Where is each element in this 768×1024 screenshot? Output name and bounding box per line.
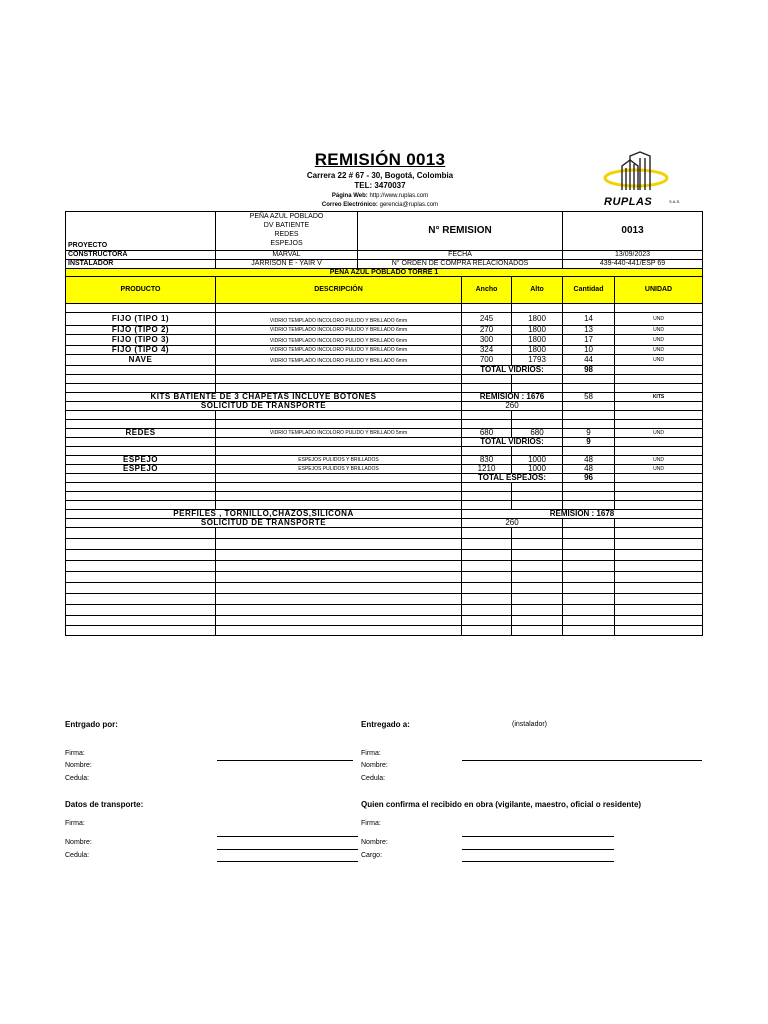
instalador-row <box>66 260 703 269</box>
constructora-label: CONSTRUCTORA <box>66 251 216 260</box>
table-row: ESPEJO ESPEJOS PULIDOS Y BRILLADOS 830 1000 48 UND <box>66 456 703 465</box>
spacer-row <box>66 411 703 420</box>
spacer-row <box>66 304 703 313</box>
total-espejos-value: 96 <box>563 474 615 483</box>
kits-product: KITS BATIENTE DE 3 CHAPETAS INCLUYE BOTONES <box>66 393 462 402</box>
kits-row <box>66 393 703 402</box>
spacer-row <box>66 492 703 501</box>
kits-remision: REMISION : 1676 <box>462 393 563 402</box>
table-row: FIJO (TIPO 1) VIDRIO TEMPLADO INCOLORO PULIDO Y BRILLADO 6mm 245 1800 14 UND <box>66 313 703 326</box>
company-phone: TEL: 3470037 <box>354 181 406 190</box>
table-row: ESPEJO ESPEJOS PULIDOS Y BRILLADOS 1210 1000 48 UND <box>66 465 703 474</box>
firma-label: Firma: <box>65 820 85 827</box>
spacer-row <box>66 550 703 561</box>
document-title: REMISIÓN 0013 <box>314 150 446 169</box>
signature-line[interactable] <box>217 861 358 862</box>
perfiles-remision: REMISION : 1678 <box>462 510 703 519</box>
spacer-row <box>66 616 703 626</box>
spacer-row <box>66 594 703 605</box>
signature-line[interactable] <box>462 849 614 850</box>
spacer-row <box>66 572 703 583</box>
table-row: REDES VIDRIO TEMPLADO INCOLORO PULIDO Y BRILLADO 5mm 680 680 9 UND <box>66 429 703 438</box>
instalador-note: (instalador) <box>512 721 548 728</box>
spacer-row <box>66 375 703 384</box>
instalador-label: INSTALADOR <box>66 260 216 269</box>
solicitud-row <box>66 402 703 411</box>
nombre-label: Nombre: <box>361 762 388 769</box>
company-website: Página Web: http://www.ruplas.com <box>331 193 429 199</box>
logo-suffix: S.A.S. <box>669 199 681 204</box>
total-redes-row <box>66 438 703 447</box>
signature-line[interactable] <box>462 836 614 837</box>
spacer-row <box>66 583 703 594</box>
project-lines: PEÑA AZUL POBLADO DV BATIENTE REDES ESPEJOS <box>216 212 358 251</box>
solicitud-value-2: 260 <box>462 519 563 528</box>
total-redes-value: 9 <box>563 438 615 447</box>
spacer-row <box>66 626 703 636</box>
signature-line[interactable] <box>217 849 358 850</box>
kits-unit: KITS <box>615 393 703 402</box>
firma-label: Firma: <box>361 750 381 757</box>
table-row: FIJO (TIPO 4) VIDRIO TEMPLADO INCOLORO PULIDO Y BRILLADO 6mm 324 1800 10 UND <box>66 346 703 355</box>
orden-label: N° ORDEN DE COMPRA RELACIONADOS <box>358 260 563 269</box>
confirma-label: Quien confirma el recibido en obra (vigilante, maestro, oficial o residente) <box>361 800 642 809</box>
firma-label: Firma: <box>361 820 381 827</box>
spacer-row <box>66 561 703 572</box>
spacer-row <box>66 447 703 456</box>
fecha-label: FECHA <box>358 251 563 260</box>
cedula-label: Cedula: <box>361 775 386 782</box>
remision-table <box>65 211 703 636</box>
entregado-por-label: Entrgado por: <box>65 720 118 729</box>
table-row: NAVE VIDRIO TEMPLADO INCOLORO PULIDO Y BRILLADO 6mm 700 1793 44 UND <box>66 355 703 366</box>
company-address: Carrera 22 # 67 - 30, Bogotá, Colombia <box>306 171 454 180</box>
instalador-value: JARRISON E - YAIR V <box>216 260 358 269</box>
transporte-label: Datos de transporte: <box>65 800 144 809</box>
column-headers <box>66 277 703 304</box>
total-vidrios-value: 98 <box>563 366 615 375</box>
spacer-row <box>66 528 703 539</box>
col-unidad: UNIDAD <box>615 277 703 304</box>
col-alto: Alto <box>512 277 563 304</box>
col-producto: PRODUCTO <box>66 277 216 304</box>
constructora-row <box>66 251 703 260</box>
spacer-row <box>66 384 703 393</box>
table-row: FIJO (TIPO 2) VIDRIO TEMPLADO INCOLORO PULIDO Y BRILLADO 6mm 270 1800 13 UND <box>66 326 703 335</box>
remision-number: 0013 <box>563 212 703 251</box>
total-vidrios-row <box>66 366 703 375</box>
nombre-label: Nombre: <box>361 839 388 846</box>
solicitud-value: 260 <box>462 402 563 411</box>
orden-value: 439-440-441/ESP 69 <box>563 260 703 269</box>
spacer-row <box>66 420 703 429</box>
signature-line[interactable] <box>462 861 614 862</box>
col-cantidad: Cantidad <box>563 277 615 304</box>
nombre-label: Nombre: <box>65 839 92 846</box>
perfiles-product: PERFILES , TORNILLO,CHAZOS,SILICONA <box>66 510 462 519</box>
logo-text: RUPLAS <box>604 196 653 208</box>
kits-quantity: 58 <box>563 393 615 402</box>
solicitud-label-2: SOLICITUD DE TRANSPORTE <box>66 519 462 528</box>
cedula-label: Cedula: <box>65 852 90 859</box>
total-redes-label: TOTAL VIDRIOS: <box>462 438 563 447</box>
spacer-row <box>66 605 703 616</box>
solicitud-row <box>66 519 703 528</box>
spacer-row <box>66 483 703 492</box>
col-ancho: Ancho <box>462 277 512 304</box>
signature-line[interactable] <box>217 836 358 837</box>
signature-line[interactable] <box>217 760 353 761</box>
total-espejos-label: TOTAL ESPEJOS: <box>462 474 563 483</box>
perfiles-row <box>66 510 703 519</box>
spacer-row <box>66 539 703 550</box>
nombre-label: Nombre: <box>65 762 92 769</box>
project-row <box>66 212 703 251</box>
total-vidrios-label: TOTAL VIDRIOS: <box>462 366 563 375</box>
entregado-a-label: Entregado a: <box>361 720 410 729</box>
remision-label: N° REMISION <box>358 212 563 251</box>
constructora-value: MARVAL <box>216 251 358 260</box>
firma-label: Firma: <box>65 750 85 757</box>
signature-line[interactable] <box>462 760 702 761</box>
cedula-label: Cedula: <box>65 775 90 782</box>
solicitud-label: SOLICITUD DE TRANSPORTE <box>66 402 462 411</box>
company-email: Correo Electrónico: gerencia@ruplas.com <box>321 202 439 208</box>
cargo-label: Cargo: <box>361 852 383 859</box>
spacer-row <box>66 501 703 510</box>
project-band: PEÑA AZUL POBLADO TORRE 1 <box>66 269 703 277</box>
total-espejos-row <box>66 474 703 483</box>
col-descripcion: DESCRIPCIÓN <box>216 277 462 304</box>
project-label: PROYECTO <box>66 212 216 251</box>
table-row: FIJO (TIPO 3) VIDRIO TEMPLADO INCOLORO PULIDO Y BRILLADO 6mm 300 1800 17 UND <box>66 335 703 346</box>
fecha-value: 13/09/2023 <box>563 251 703 260</box>
